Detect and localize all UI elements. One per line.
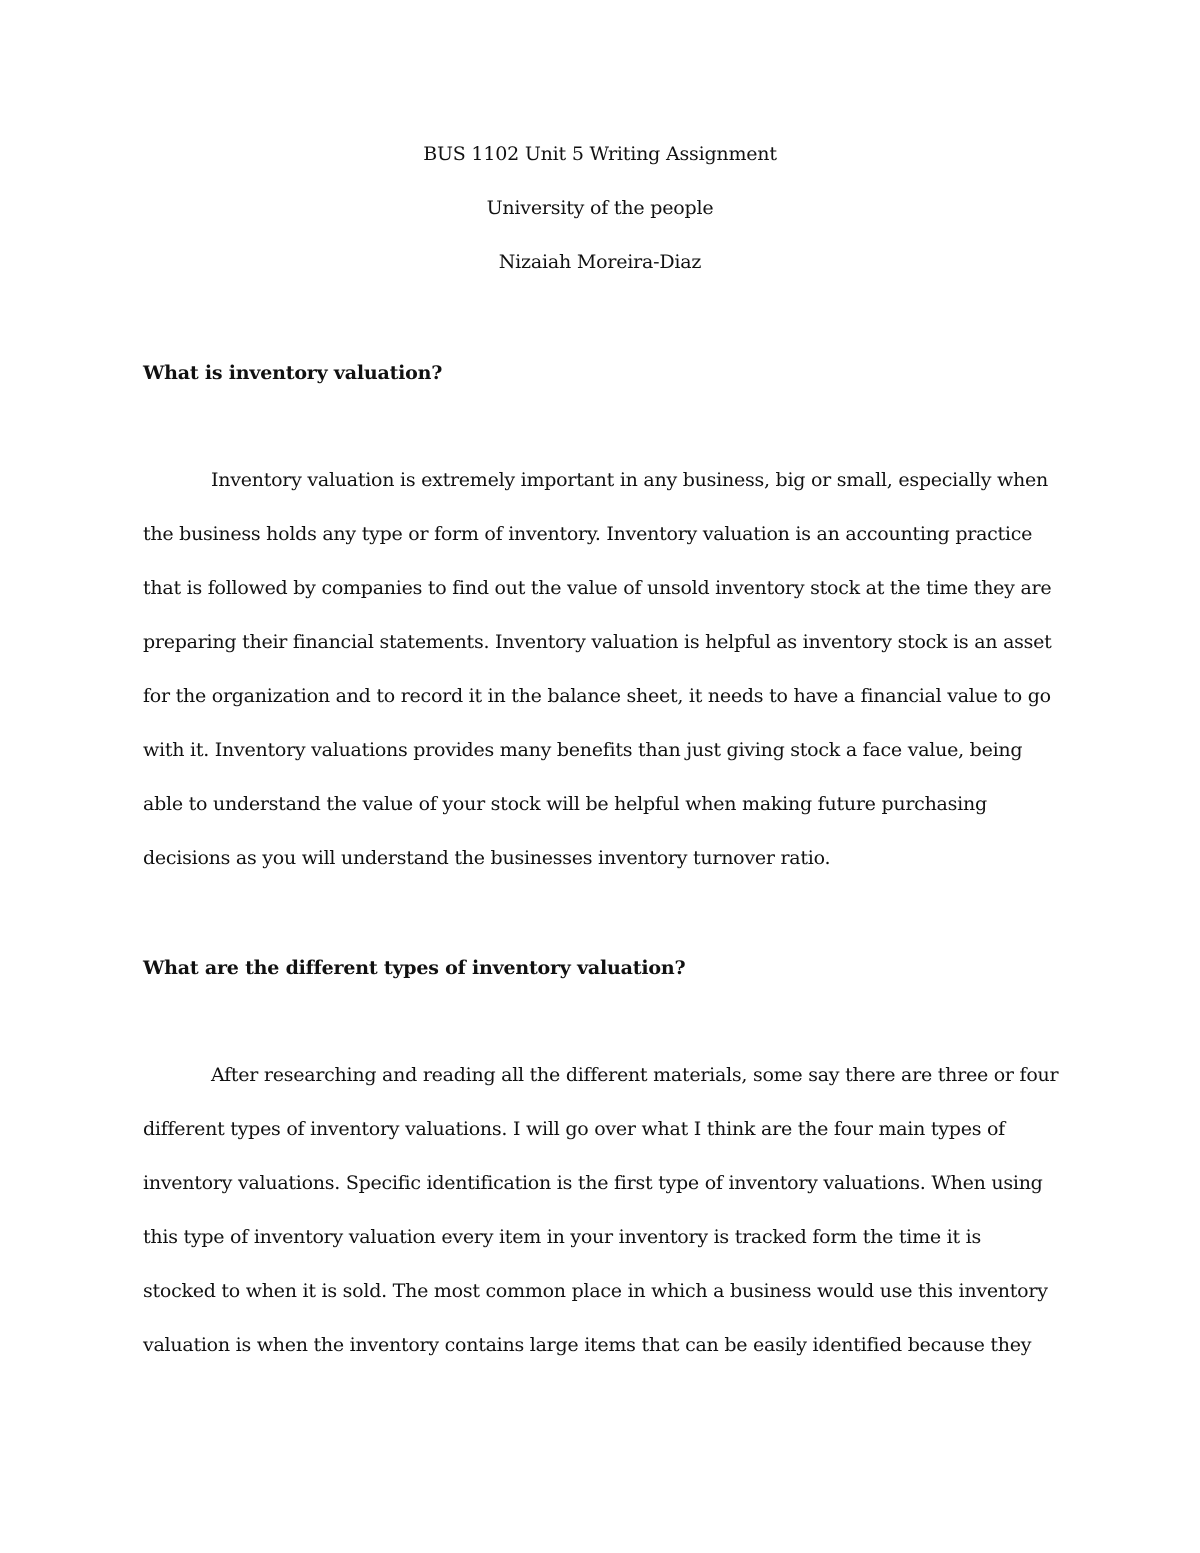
assignment-title: BUS 1102 Unit 5 Writing Assignment bbox=[423, 143, 777, 165]
paragraph-line: decisions as you will understand the businesses inventory turnover ratio. bbox=[143, 847, 831, 869]
section-heading-inventory-valuation: What is inventory valuation? bbox=[143, 362, 443, 384]
paragraph-inventory-valuation bbox=[143, 467, 1063, 899]
paragraph-line: preparing their financial statements. Inventory valuation is helpful as inventory stock is an asset bbox=[143, 631, 1052, 653]
paragraph-line: valuation is when the inventory contains large items that can be easily identified because they bbox=[143, 1334, 1032, 1356]
paragraph-types-of-valuation bbox=[143, 1062, 1063, 1386]
paragraph-line: Inventory valuation is extremely important in any business, big or small, especially when bbox=[211, 469, 1048, 491]
paragraph-line: inventory valuations. Specific identification is the first type of inventory valuations. When using bbox=[143, 1172, 1043, 1194]
paragraph-line: After researching and reading all the different materials, some say there are three or four bbox=[211, 1064, 1059, 1086]
section-heading-types-of-valuation: What are the different types of inventory valuation? bbox=[143, 957, 686, 979]
paragraph-line: able to understand the value of your stock will be helpful when making future purchasing bbox=[143, 793, 987, 815]
paragraph-line: that is followed by companies to find out the value of unsold inventory stock at the time they are bbox=[143, 577, 1052, 599]
institution-name: University of the people bbox=[486, 197, 714, 219]
paragraph-line: with it. Inventory valuations provides many benefits than just giving stock a face value, being bbox=[143, 739, 1023, 761]
paragraph-line: the business holds any type or form of inventory. Inventory valuation is an accounting practice bbox=[143, 523, 1033, 545]
title-block bbox=[0, 141, 1200, 303]
paragraph-line: for the organization and to record it in the balance sheet, it needs to have a financial value to go bbox=[143, 685, 1051, 707]
author-name: Nizaiah Moreira-Diaz bbox=[498, 251, 702, 273]
paragraph-line: different types of inventory valuations. I will go over what I think are the four main types of bbox=[143, 1118, 1005, 1140]
paragraph-line: this type of inventory valuation every item in your inventory is tracked form the time it is bbox=[143, 1226, 981, 1248]
paragraph-line: stocked to when it is sold. The most common place in which a business would use this inventory bbox=[143, 1280, 1048, 1302]
